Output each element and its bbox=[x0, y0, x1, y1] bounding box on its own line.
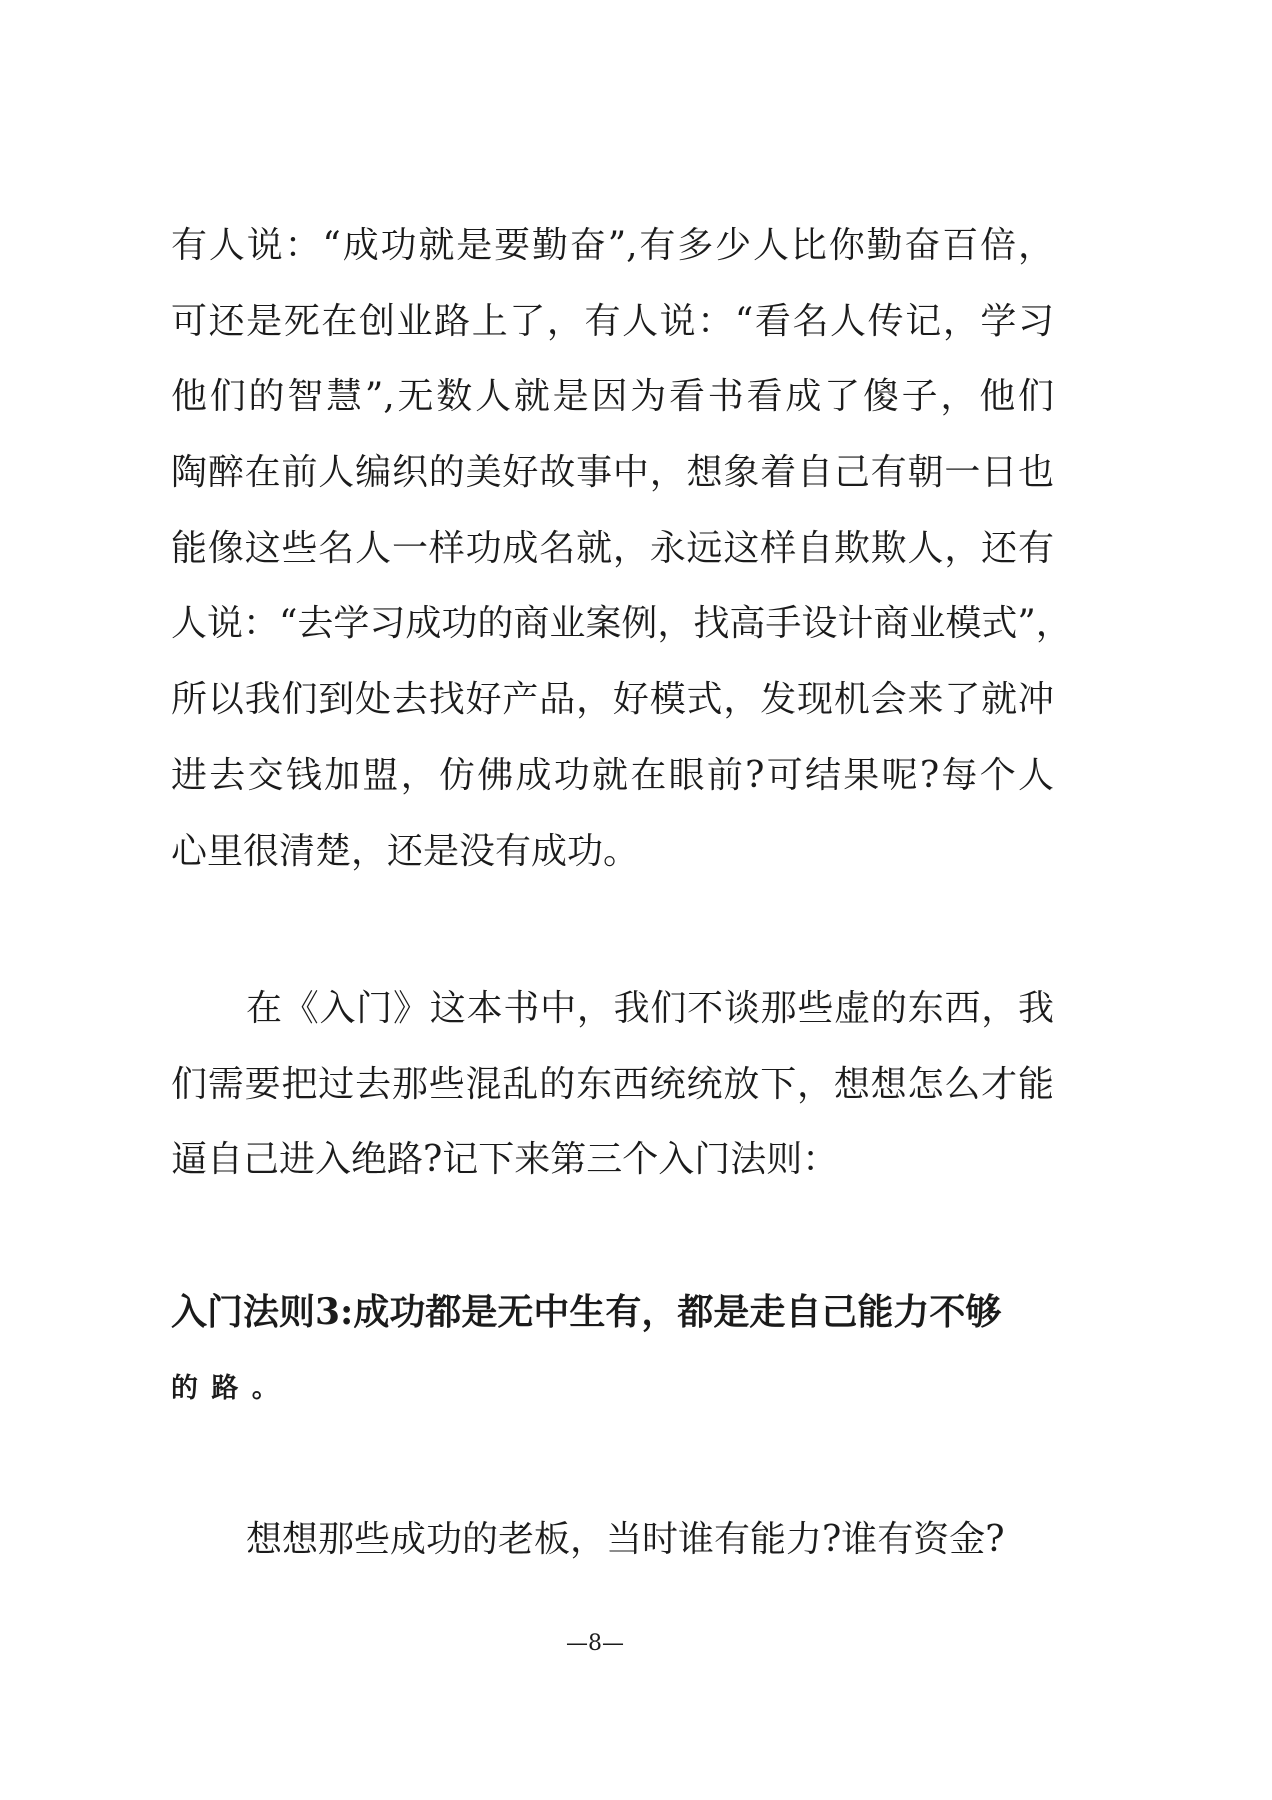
paragraph-line: 能像这些名人一样功成名就，永远这样自欺欺人，还有 bbox=[171, 527, 1054, 569]
paragraph-line: 所以我们到处去找好产品，好模式，发现机会来了就冲 bbox=[171, 679, 1054, 721]
paragraph-line: 心里很清楚，还是没有成功。 bbox=[171, 830, 640, 872]
body-paragraph bbox=[171, 971, 1054, 1198]
paragraph-line: 他们的智慧”,无数人就是因为看书看成了傻子，他们 bbox=[171, 376, 1054, 418]
paragraph-line: 进去交钱加盟，仿佛成功就在眼前?可结果呢?每个人 bbox=[171, 754, 1054, 796]
page-number: —8— bbox=[566, 1631, 624, 1656]
paragraph-line: 有人说：“成功就是要勤奋”,有多少人比你勤奋百倍， bbox=[171, 225, 1054, 266]
paragraph-line: 们需要把过去那些混乱的东西统统放下，想想怎么才能 bbox=[171, 1063, 1054, 1105]
rule-line: 的 路 。 bbox=[171, 1372, 281, 1404]
paragraph-line: 想想那些成功的老板，当时谁有能力?谁有资金? bbox=[246, 1519, 1005, 1560]
paragraph-line: 陶醉在前人编织的美好故事中，想象着自己有朝一日也 bbox=[171, 452, 1054, 494]
paragraph-line: 人说：“去学习成功的商业案例，找高手设计商业模式”， bbox=[171, 603, 1072, 645]
rule-statement bbox=[171, 1275, 1054, 1426]
paragraph-line: 在《入门》这本书中，我们不谈那些虚的东西，我 bbox=[246, 988, 1054, 1029]
rule-line: 入门法则3:成功都是无中生有，都是走自己能力不够 bbox=[171, 1291, 1002, 1333]
paragraph-line: 可还是死在创业路上了，有人说：“看名人传记，学习 bbox=[171, 300, 1054, 342]
paragraph-line: 逼自己进入绝路?记下来第三个入门法则： bbox=[171, 1139, 839, 1181]
body-paragraph bbox=[171, 1502, 1054, 1578]
body-paragraph bbox=[171, 208, 1072, 889]
